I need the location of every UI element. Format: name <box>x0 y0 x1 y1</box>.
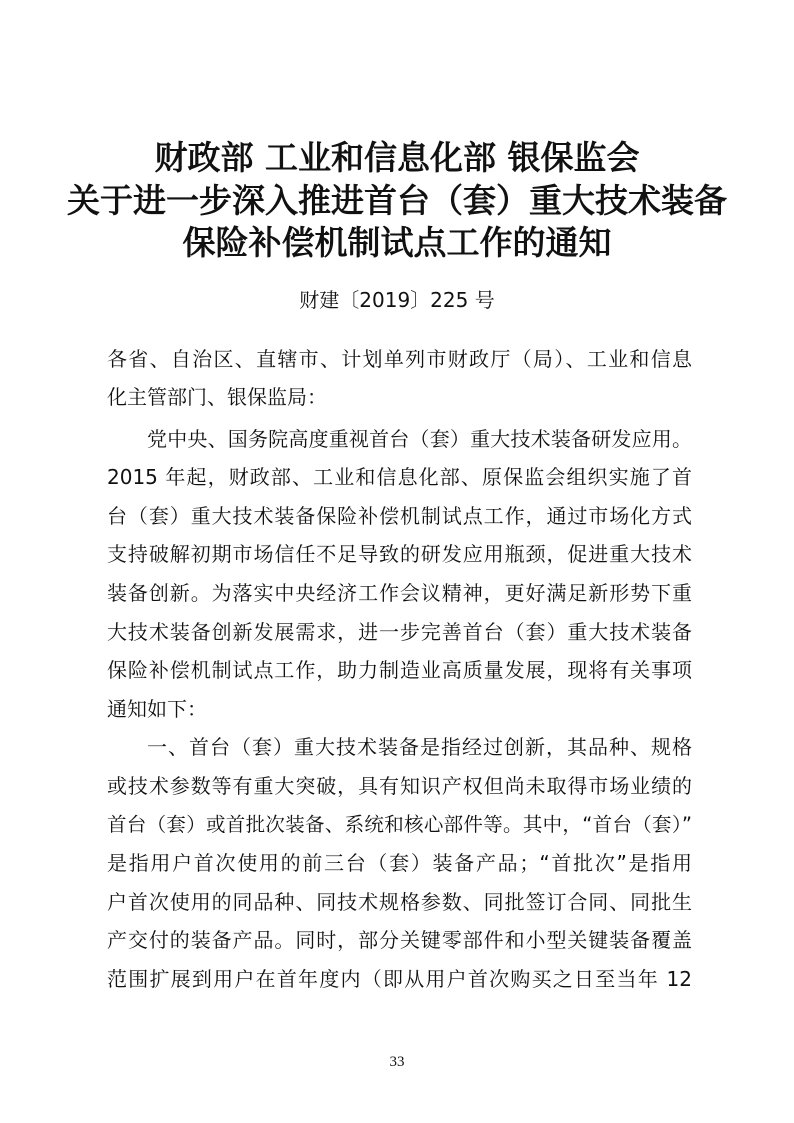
body-line-12: 或技术参数等有重大突破，具有知识产权但尚未取得市场业绩的 <box>107 774 692 798</box>
body-line-11: 一、首台（套）重大技术装备是指经过创新，其品种、规格 <box>147 735 692 759</box>
body-line-6: 支持破解初期市场信任不足导致的研发应用瓶颈，促进重大技术 <box>107 542 692 566</box>
body-line-15: 户首次使用的同品种、同技术规格参数、同批签订合同、同批生 <box>107 890 692 914</box>
body-line-5: 台（套）重大技术装备保险补偿机制试点工作，通过市场化方式 <box>107 504 692 528</box>
body-line-2: 化主管部门、银保监局： <box>107 385 327 409</box>
body-line-10: 通知如下： <box>107 697 207 721</box>
document-number: 财建〔2019〕225 号 <box>299 288 495 312</box>
title-line-1: 财政部 工业和信息化部 银保监会 <box>154 138 640 177</box>
body-line-7: 装备创新。为落实中央经济工作会议精神，更好满足新形势下重 <box>107 581 692 605</box>
body-line-17: 范围扩展到用户在首年度内（即从用户首次购买之日至当年 12 <box>107 967 692 991</box>
body-line-16: 产交付的装备产品。同时，部分关键零部件和小型关键装备覆盖 <box>107 928 692 952</box>
body-line-9: 保险补偿机制试点工作，助力制造业高质量发展，现将有关事项 <box>107 658 692 682</box>
body-line-14: 是指用户首次使用的前三台（套）装备产品；“首批次”是指用 <box>107 851 692 875</box>
page-number: 33 <box>389 1054 405 1070</box>
body-line-3: 党中央、国务院高度重视首台（套）重大技术装备研发应用。 <box>147 427 692 451</box>
title-line-2: 关于进一步深入推进首台（套）重大技术装备 <box>67 181 727 220</box>
title-line-3: 保险补偿机制试点工作的通知 <box>182 223 612 262</box>
body-line-1: 各省、自治区、直辖市、计划单列市财政厅（局）、工业和信息 <box>107 347 692 371</box>
body-line-13: 首台（套）或首批次装备、系统和核心部件等。其中，“首台（套）” <box>107 813 692 836</box>
body-line-8: 大技术装备创新发展需求，进一步完善首台（套）重大技术装备 <box>107 620 692 644</box>
body-line-4: 2015 年起，财政部、工业和信息化部、原保监会组织实施了首 <box>107 465 692 489</box>
